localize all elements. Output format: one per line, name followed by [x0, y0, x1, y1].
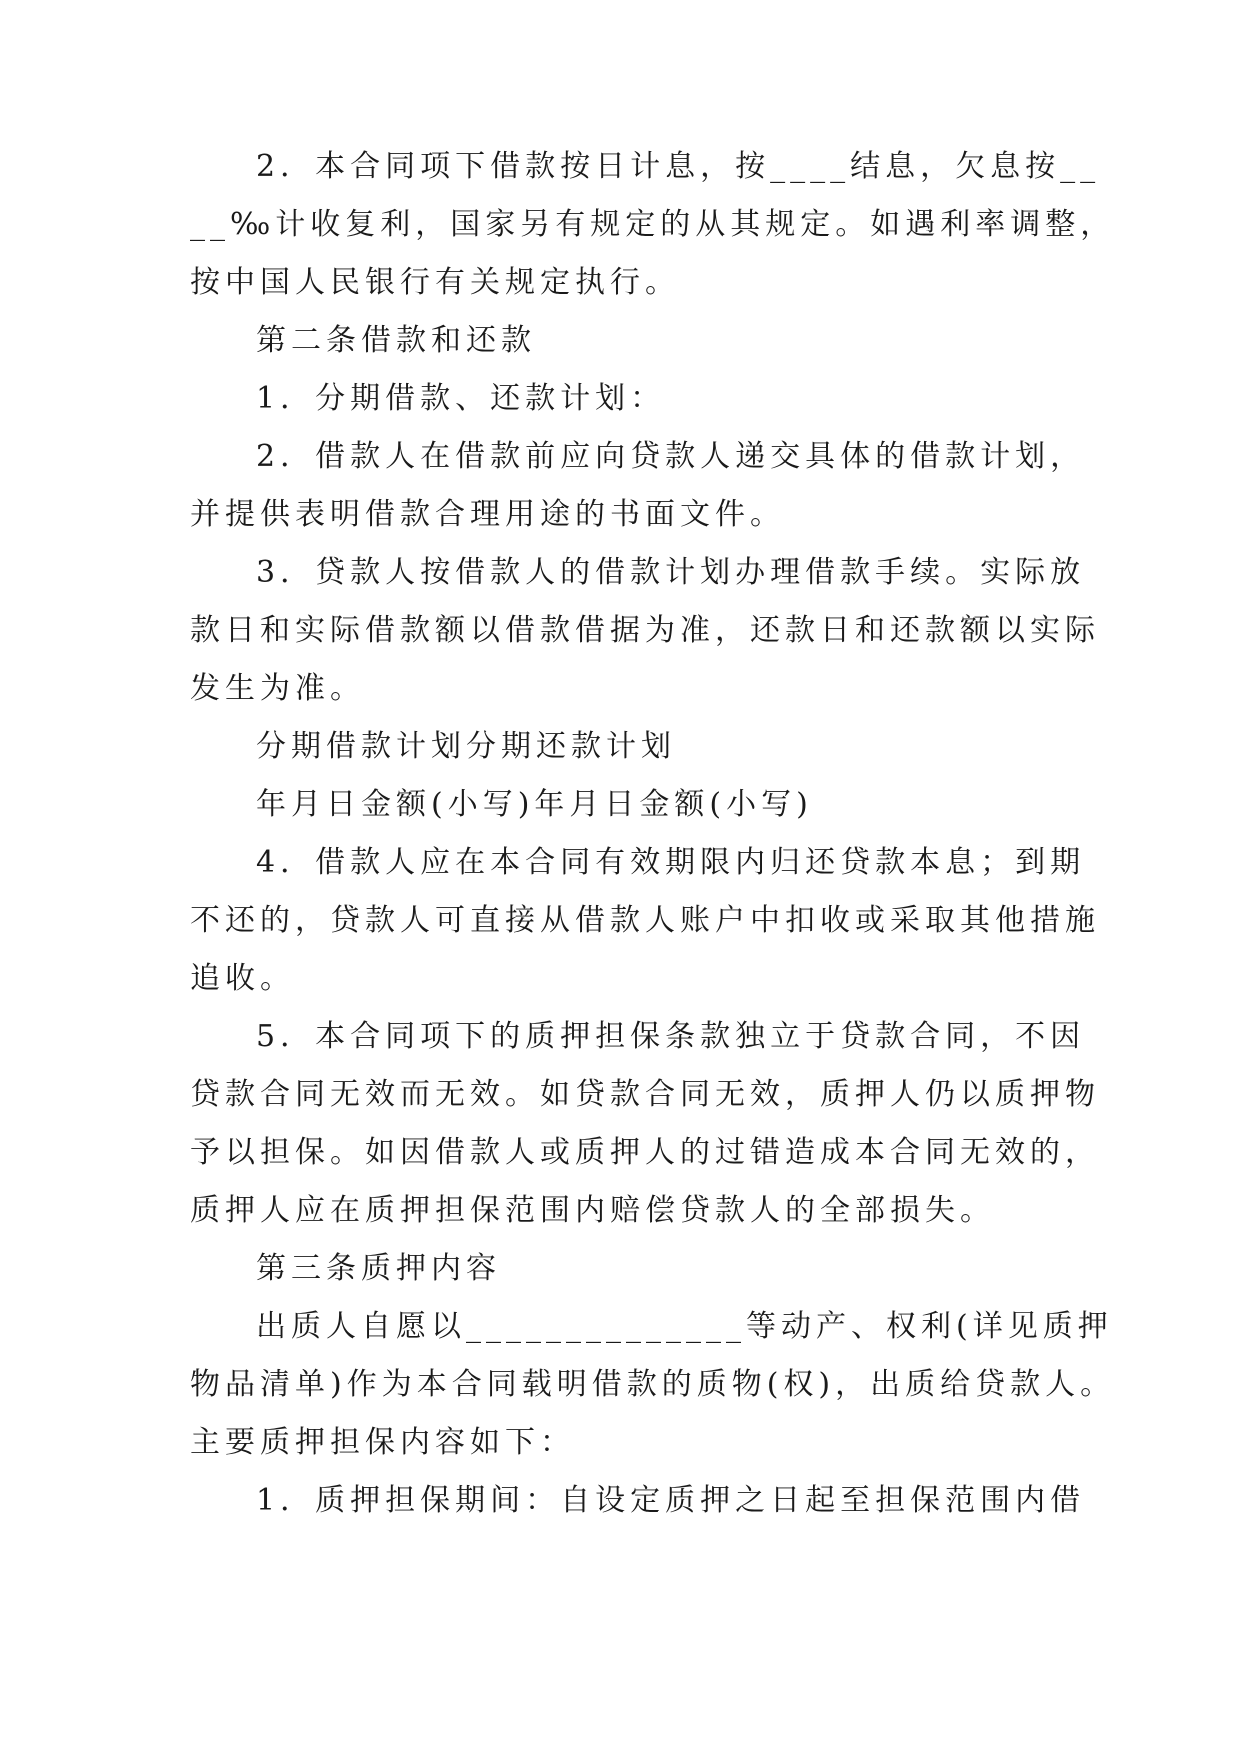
- paragraph-line: 2．借款人在借款前应向贷款人递交具体的借款计划，: [256, 439, 1086, 474]
- section-heading: 第二条借款和还款: [256, 323, 536, 358]
- paragraph-line: 2．本合同项下借款按日计息，按____结息，欠息按__: [256, 149, 1101, 184]
- document-body: [190, 138, 1116, 1530]
- paragraph-line: 予以担保。如因借款人或质押人的过错造成本合同无效的，: [190, 1135, 1100, 1170]
- paragraph-line: 1．质押担保期间：自设定质押之日起至担保范围内借: [256, 1483, 1086, 1518]
- paragraph-line: 1．分期借款、还款计划：: [256, 381, 666, 416]
- paragraph-line: 追收。: [190, 961, 295, 996]
- table-header-line: 分期借款计划分期还款计划: [256, 729, 676, 764]
- paragraph-line: 5．本合同项下的质押担保条款独立于贷款合同，不因: [256, 1019, 1086, 1054]
- paragraph-line: 出质人自愿以______________等动产、权利(详见质押: [256, 1309, 1113, 1344]
- paragraph-line: 质押人应在质押担保范围内赔偿贷款人的全部损失。: [190, 1193, 995, 1228]
- paragraph-line: 4．借款人应在本合同有效期限内归还贷款本息；到期: [256, 845, 1086, 880]
- paragraph-line: 3．贷款人按借款人的借款计划办理借款手续。实际放: [256, 555, 1086, 590]
- paragraph-line: 不还的，贷款人可直接从借款人账户中扣收或采取其他措施: [190, 903, 1100, 938]
- paragraph-line: 并提供表明借款合理用途的书面文件。: [190, 497, 785, 532]
- paragraph-line: 物品清单)作为本合同载明借款的质物(权)，出质给贷款人。: [190, 1367, 1116, 1402]
- paragraph-line: 主要质押担保内容如下：: [190, 1425, 575, 1460]
- paragraph-line: __‰计收复利，国家另有规定的从其规定。如遇利率调整，: [190, 207, 1116, 242]
- paragraph-line: 按中国人民银行有关规定执行。: [190, 265, 680, 300]
- paragraph-line: 贷款合同无效而无效。如贷款合同无效，质押人仍以质押物: [190, 1077, 1100, 1112]
- paragraph-line: 发生为准。: [190, 671, 365, 706]
- paragraph-line: 款日和实际借款额以借款借据为准，还款日和还款额以实际: [190, 613, 1100, 648]
- table-header-line: 年月日金额(小写)年月日金额(小写): [256, 787, 813, 822]
- section-heading: 第三条质押内容: [256, 1251, 501, 1286]
